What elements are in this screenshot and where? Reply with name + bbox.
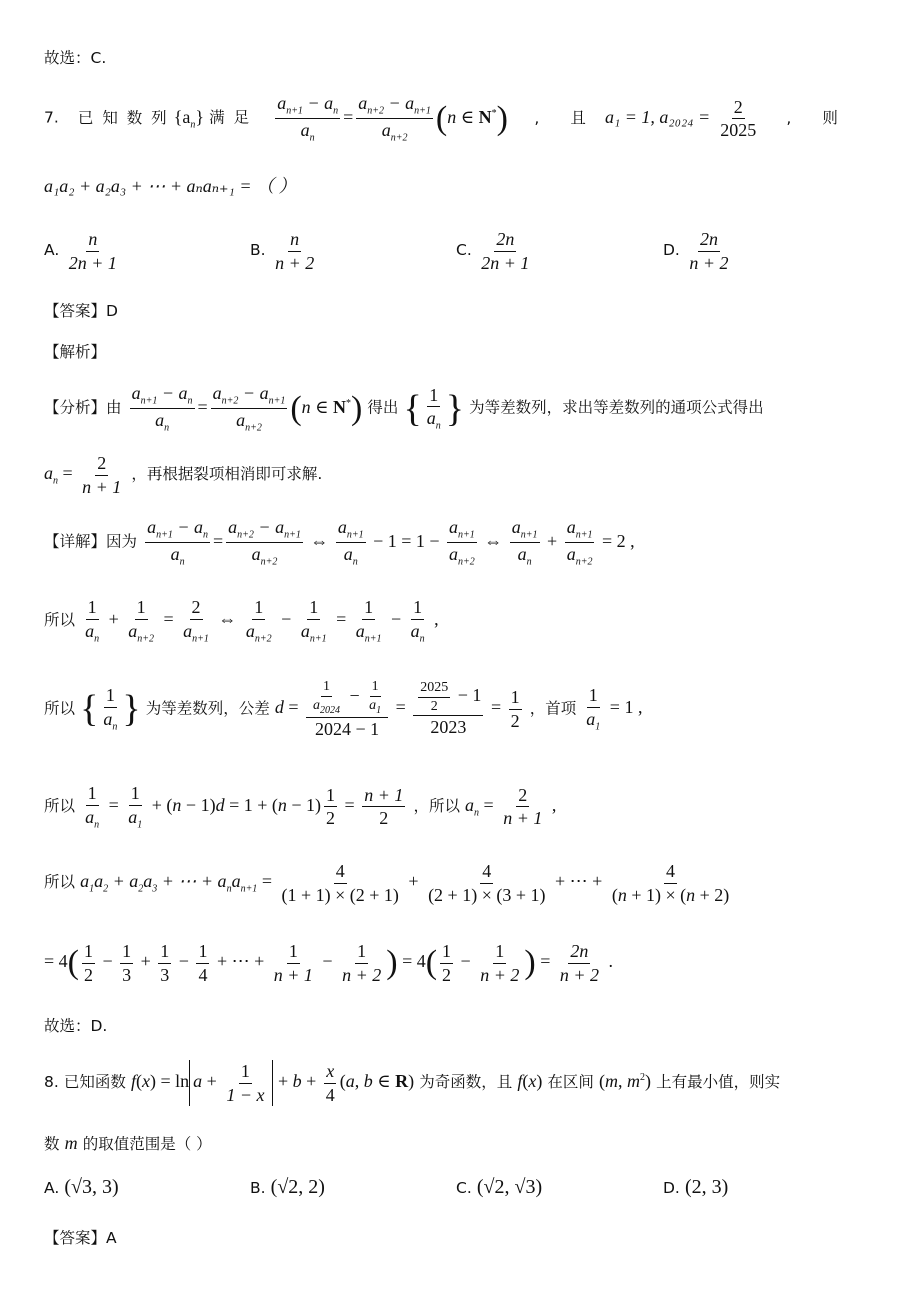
q8-option-c[interactable]: C. (√2, √3): [456, 1176, 543, 1198]
q7-detail-line5: 所以 $a_1a_2 + a_2a_3$ + ⋯ + $a_na_{n+1}$ = $\frac{4}{(1 + 1) \times (2 + 1)}$ + $\frac{4}{(2 + 1) \times (3 + 1)}$ + ⋯ + $\frac{4}{(n + 1) \times (n + 2)}$: [44, 861, 730, 905]
q7-analysis: 【分析】由 $\frac{a_{n+1} - a_n}{a_n}$ = $\frac{a_{n+2} - a_{n+1}}{a_{n+2}}$ (n ∈ N*) 得出 { $\frac{1}{a_n}$ } 为等差数列，求出等差数列的通项公式得出: [44, 383, 764, 434]
q7-number: 7.: [44, 108, 59, 127]
q7-stem: 7. 已 知 数 列 $\{a_n\}$ 满 足 $\frac{a_{n+1} - a_n}{a_n}$ = $\frac{a_{n+2} - a_{n+1}}{a_{n+2}}$ (n ∈ N*) , 且 a₁ = 1, a₂₀₂₄ = $\frac{2}{2025}$ , 则: [44, 93, 838, 144]
q7-seq-name: $\{a_n\}$: [173, 106, 205, 131]
q7-question-sum: a₁a₂ + a₂a₃ + ⋯ + aₙaₙ₊₁ = （ ）: [44, 176, 297, 196]
q7-conclusion: 故选：D.: [44, 1017, 108, 1035]
q7-stem-satisfy: 满 足: [209, 108, 252, 127]
q8-option-a[interactable]: A. (√3, 3): [44, 1176, 119, 1198]
q7-detail-line1: 【详解】因为 $\frac{a_{n+1} - a_n}{a_n}$ = $\frac{a_{n+2} - a_{n+1}}{a_{n+2}}$ ⇔ $\frac{a_{n+1}}{a_n}$ − 1 = 1 − $\frac{a_{n+1}}{a_{n+2}}$ ⇔ $\frac{a_{n+1}}{a_n}$ + $\frac{a_{n+1}}{a_{n+2}}$ = 2 ,: [44, 517, 635, 568]
q8-answer: 【答案】A: [44, 1229, 117, 1247]
q7-recurrence: $\frac{a_{n+1} - a_n}{a_n}$ = $\frac{a_{n+2} - a_{n+1}}{a_{n+2}}$ (n ∈ N*): [277, 93, 508, 144]
q7-detail-line3: 所以 { $\frac{1}{a_n}$ } 为等差数列，公差 d = $\frac{1}{a_{2024}}$ − $\frac{1}{a_1}$ 2024 − 1 = $\frac{2025}{2}$ − 1 2023 = $\frac{1}{2}$ ，首项 $\frac{1}{a_1}$ = 1 ,: [44, 679, 643, 739]
q7-analysis-title: 【解析】: [44, 343, 107, 361]
q7-detail-line6: = 4( $\frac{1}{2}$ − $\frac{1}{3}$ + $\frac{1}{3}$ − $\frac{1}{4}$ + ⋯ + $\frac{1}{n + 1}$ − $\frac{1}{n + 2}$ ) = 4( $\frac{1}{2}$ − $\frac{1}{n + 2}$ ) = $\frac{2n}{n + 2}$ .: [44, 941, 613, 985]
q8-option-d[interactable]: D. (2, 3): [663, 1176, 729, 1198]
q7-stem-then: 则: [822, 108, 838, 127]
q7-option-c[interactable]: C. $\frac{2n}{2n + 1}$: [456, 229, 530, 273]
q7-initial-values: a₁ = 1, a₂₀₂₄ =: [605, 106, 711, 127]
q7-detail-line2: 所以 $\frac{1}{a_n}$ + $\frac{1}{a_{n+2}}$ = $\frac{2}{a_{n+1}}$ ⇔ $\frac{1}{a_{n+2}}$ − $\frac{1}{a_{n+1}}$ = $\frac{1}{a_{n+1}}$ − $\frac{1}{a_n}$ ,: [44, 597, 439, 645]
q7-detail-line4: 所以 $\frac{1}{a_n}$ = $\frac{1}{a_1}$ + (n − 1)d = 1 + (n − 1) $\frac{1}{2}$ = $\frac{n + 1}{2}$ ，所以 $a_n$ = $\frac{2}{n + 1}$ ,: [44, 783, 557, 831]
q7-option-a[interactable]: A. $\frac{n}{2n + 1}$: [44, 229, 117, 273]
q7-option-b[interactable]: B. $\frac{n}{n + 2}$: [250, 229, 315, 273]
q7-option-d[interactable]: D. $\frac{2n}{n + 2}$: [663, 229, 729, 273]
q8-stem-line2: 数 m 的取值范围是（ ）: [44, 1133, 212, 1153]
q7-stem-and: 且: [570, 108, 586, 127]
q7-a2024-fraction: $\frac{2}{2025}$: [720, 96, 757, 141]
q8-stem: 8. 已知函数 f(x) = ln a + $\frac{1}{1 - x}$ + b + $\frac{x}{4}$ (a, b ∈ R) 为奇函数，且 f(x) 在区间 (m, $m^2$) 上有最小值，则实: [44, 1061, 781, 1105]
q6-conclusion: 故选：C.: [44, 49, 107, 67]
q8-option-b[interactable]: B. (√2, 2): [250, 1176, 325, 1198]
q7-stem-intro: 已 知 数 列: [77, 108, 169, 127]
q7-answer: 【答案】D: [44, 302, 118, 320]
q7-analysis-formula: $a_n$ = $\frac{2}{n + 1}$ ，再根据裂项相消即可求解.: [44, 453, 323, 497]
